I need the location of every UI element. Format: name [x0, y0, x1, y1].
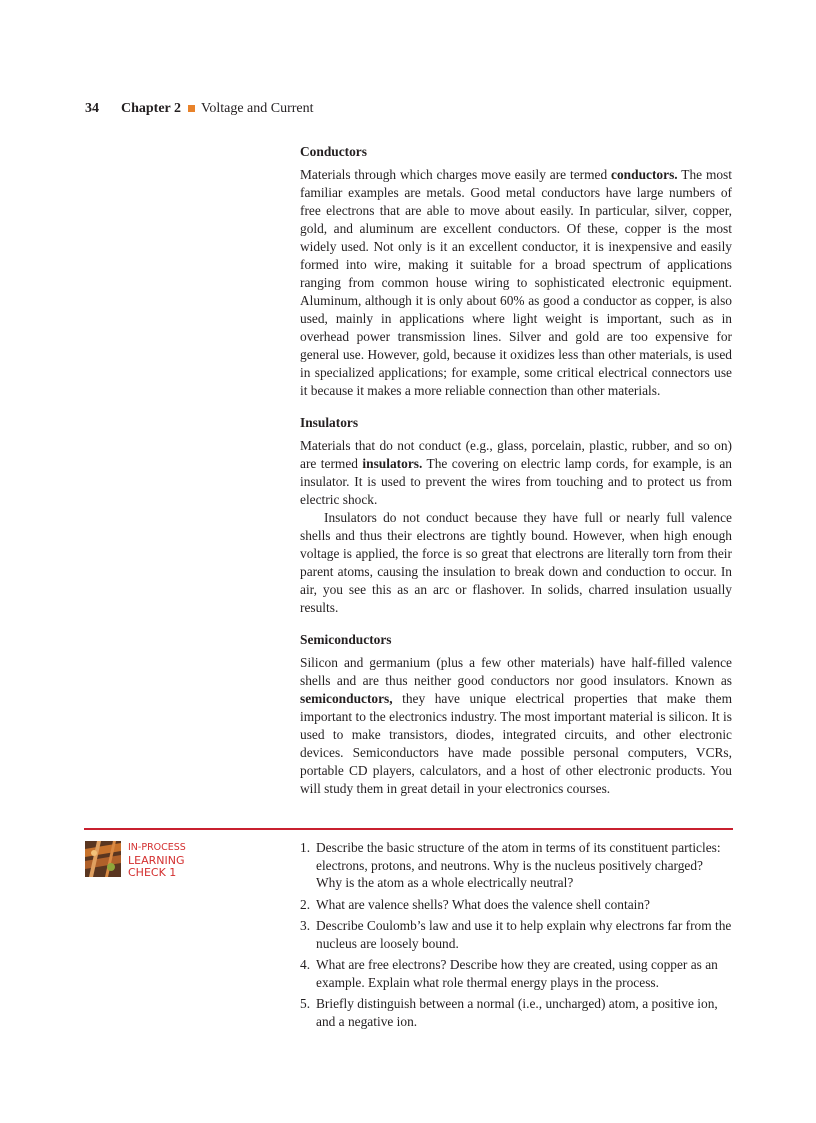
- question-item: 2. What are valence shells? What does the valence shell contain?: [300, 896, 650, 912]
- header-square-icon: [188, 105, 195, 112]
- key-term: semiconductors,: [300, 691, 393, 706]
- main-text-column: [300, 143, 732, 812]
- section-heading: Semiconductors: [300, 632, 392, 647]
- section-heading: Insulators: [300, 415, 359, 430]
- learning-check-questions: [300, 839, 732, 1034]
- page-number: 34: [85, 101, 99, 116]
- chapter-label: Chapter 2: [121, 101, 182, 116]
- section-semiconductors: [300, 631, 732, 798]
- section-divider: [84, 828, 733, 830]
- key-term: insulators.: [362, 456, 423, 471]
- learning-check-icon: [85, 841, 121, 877]
- paragraph: Materials through which charges move easily are termed conductors. The most familiar examples are metals. Good metal conductors have large numbers of free electrons that are able to move about easily. In particular, silver, copper, gold, and aluminum are excellent conductors. Of these, copper is the most widely used. Not only is it an excellent conductor, it is inexpensive and easily formed into wire, making it suitable for a broad spectrum of applications ranging from common house wiring to sophisticated electronic equipment. Aluminum, although it is only about 60% as good a conductor as copper, is also used, mainly in applications where light weight is important, such as in overhead power transmission lines. Silver and gold are too expensive for general use. However, gold, because it oxidizes less than other materials, is used in specialized applications; for example, some critical electrical connectors use it because it makes a more reliable connection than other materials.: [300, 167, 732, 398]
- question-item: 1. Describe the basic structure of the atom in terms of its constituent particles: electrons, protons, and neutrons. Why is the nucleus positively charged? Why is the atom as a whole electrically neutral?: [300, 840, 721, 890]
- paragraph: Materials that do not conduct (e.g., glass, porcelain, plastic, rubber, and so on) are termed insulators. The covering on electric lamp cords, for example, is an insulator. It is used to prevent the wires from touching and to protect us from electric shock.: [300, 438, 733, 507]
- section-insulators: [300, 414, 732, 617]
- question-item: 4. What are free electrons? Describe how they are created, using copper as an example. Explain what role thermal energy plays in the process.: [300, 957, 718, 990]
- question-item: 3. Describe Coulomb’s law and use it to help explain why electrons far from the nucleus are loosely bound.: [300, 918, 732, 951]
- running-header: [85, 100, 314, 118]
- chapter-title: Voltage and Current: [201, 101, 314, 116]
- learning-check-label: IN-PROCESS LEARNING CHECK 1: [128, 842, 186, 879]
- section-heading: Conductors: [300, 144, 367, 159]
- question-item: 5. Briefly distinguish between a normal (i.e., uncharged) atom, a positive ion, and a negative ion.: [300, 996, 718, 1029]
- key-term: conductors.: [611, 167, 678, 182]
- paragraph: Silicon and germanium (plus a few other materials) have half-filled valence shells and are thus neither good conductors nor good insulators. Known as semiconductors, they have unique electrical properties that make them important to the electronics industry. The most important material is silicon. It is used to make transistors, diodes, integrated circuits, and other electronic devices. Semiconductors have made possible personal computers, VCRs, portable CD players, calculators, and a host of other electronic products. You will study them in great detail in your electronics courses.: [300, 655, 732, 796]
- paragraph: Insulators do not conduct because they have full or nearly full valence shells and thus their electrons are tightly bound. However, when high enough voltage is applied, the force is so great that electrons are literally torn from their parent atoms, causing the insulation to break down and conduction to occur. In air, you see this as an arc or flashover. In solids, charred insulation usually results.: [300, 510, 732, 615]
- section-conductors: [300, 143, 732, 400]
